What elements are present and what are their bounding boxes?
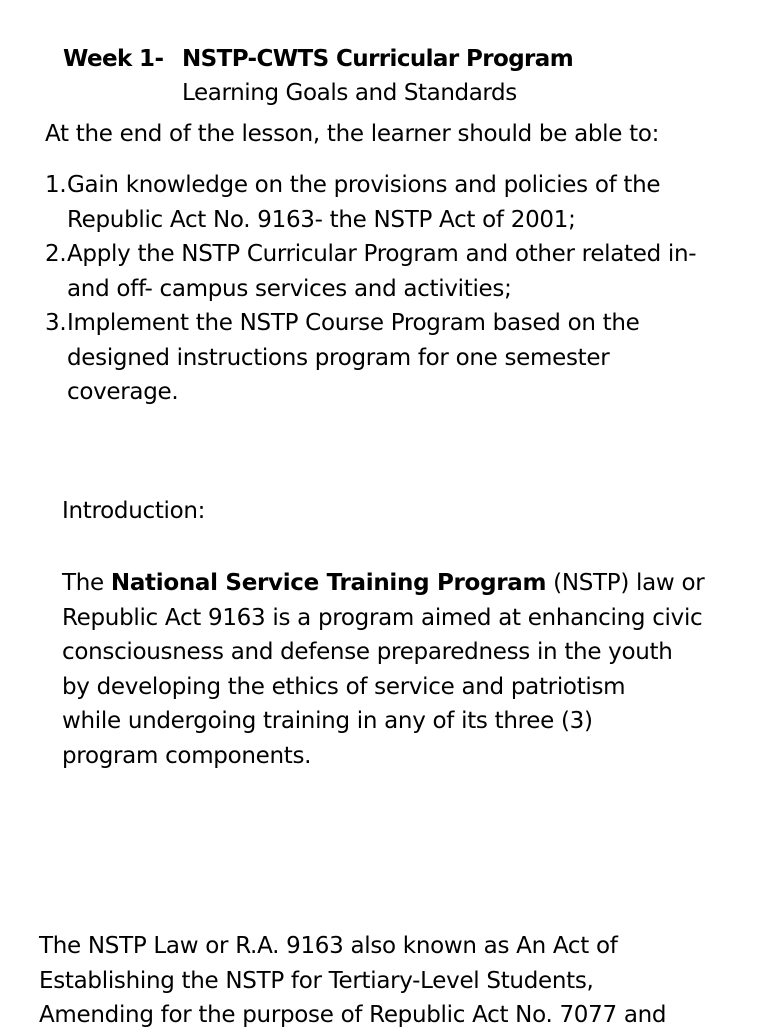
page-subtitle: Learning Goals and Standards [182,80,517,106]
paragraph-line: Republic Act 9163 is a program aimed at enhancing civic [62,604,703,631]
learning-goals-list [45,168,696,410]
lead-text: The [62,570,111,596]
goal-line: and off- campus services and activities; [67,275,512,302]
goal-line: coverage. [67,379,179,405]
paragraph-line: Amending for the purpose of Republic Act No. 7077 and [39,1002,667,1029]
paragraph-line: consciousness and defense preparedness in the youth [62,639,673,666]
goal-item [45,237,696,306]
goal-number: 2. [45,241,67,267]
introduction-heading: Introduction: [62,498,206,524]
goal-number: 1. [45,172,67,198]
goal-item [45,168,696,237]
paragraph-line: by developing the ethics of service and patriotism [62,673,626,700]
line-rest: (NSTP) law or [546,570,705,596]
program-name: National Service Training Program [110,570,547,596]
law-paragraph [39,929,666,1033]
page-title: NSTP-CWTS Curricular Program [182,46,574,72]
goal-line: Republic Act No. 9163- the NSTP Act of 2001; [67,206,576,233]
goal-line: Apply the NSTP Curricular Program and other related in- [67,241,697,267]
goal-item [45,306,696,410]
goal-line: Implement the NSTP Course Program based on the [67,310,640,336]
paragraph-line: The NSTP Law or R.A. 9163 also known as An Act of [39,933,618,959]
goal-number: 3. [45,310,67,336]
paragraph-line: program components. [62,742,312,769]
introduction-paragraph [62,566,704,774]
objectives-intro: At the end of the lesson, the learner should be able to: [45,121,660,147]
goal-line: designed instructions program for one semester [67,344,610,371]
paragraph-line [62,566,704,601]
goal-line: Gain knowledge on the provisions and policies of the [67,172,661,198]
paragraph-line: Establishing the NSTP for Tertiary-Level Students, [39,967,594,994]
paragraph-line: while undergoing training in any of its three (3) [62,708,593,735]
week-label: Week 1- [63,46,164,72]
